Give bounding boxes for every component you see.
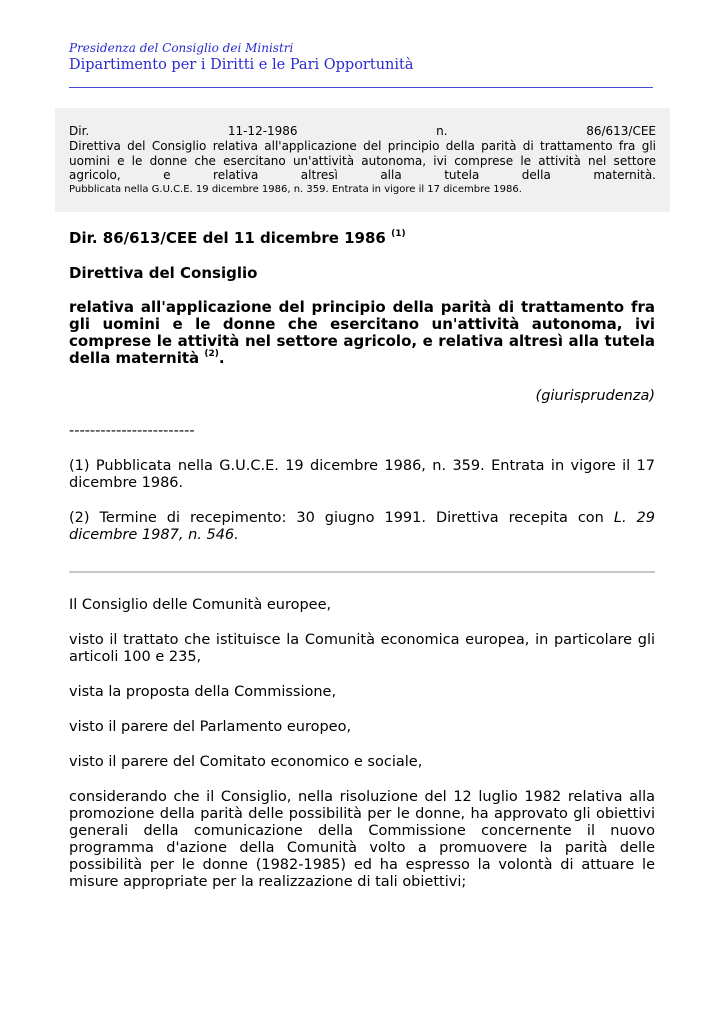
document-heading-text: relativa all'applicazione del principio della parità di trattamento fra gli uomini e le donne che esercitano un'attività autonoma, ivi comprese le attività nel settore agricolo, e relativa altresì alla tutela della maternità xyxy=(69,298,655,367)
body-paragraph-2: visto il trattato che istituisce la Comunità economica europea, in particolare gli articoli 100 e 235, xyxy=(69,632,655,665)
footnote-2 xyxy=(69,510,655,544)
footnote-2-text: (2) Termine di recepimento: 30 giugno 1991. Direttiva recepita con xyxy=(69,510,614,526)
summary-dir-label: Dir. xyxy=(69,124,90,138)
document-subtitle: Direttiva del Consiglio xyxy=(69,264,258,282)
body-paragraph-4: visto il parere del Parlamento europeo, xyxy=(69,719,352,735)
footnote-separator: ------------------------ xyxy=(69,423,195,439)
body-paragraph-5: visto il parere del Comitato economico e sociale, xyxy=(69,754,423,770)
header-rule xyxy=(69,87,653,88)
law-reference-link[interactable]: L. 29 dicembre 1987, n. 546. xyxy=(69,510,656,543)
document-heading xyxy=(69,299,655,367)
summary-box xyxy=(55,108,670,212)
footnote-1: (1) Pubblicata nella G.U.C.E. 19 dicembre 1986, n. 359. Entrata in vigore il 17 dicembre 1986. xyxy=(69,458,655,491)
heading-end-period: . xyxy=(218,349,225,367)
title-footnote-ref[interactable]: (1) xyxy=(391,229,406,239)
body-paragraph-3: vista la proposta della Commissione, xyxy=(69,684,337,700)
document-title xyxy=(69,230,655,247)
summary-n-label: n. xyxy=(436,124,448,138)
body-paragraph-6: considerando che il Consiglio, nella risoluzione del 12 luglio 1982 relativa alla promozione della parità delle possibilità per le donne, ha approvato gli obiettivi generali della comunicazione della Commissione concernente il nuovo programma d'azione della Comunità volto a promuovere la parità delle possibilità per le donne (1982-1985) ed ha espresso la volontà di attuare le misure appropriate per la realizzazione di tali obiettivi; xyxy=(69,789,655,890)
summary-description: Direttiva del Consiglio relativa all'applicazione del principio della parità di trattamento fra gli uomini e le donne che esercitano un'attività autonoma, ivi comprese le attività nel settore agricolo, e relativa altresì alla tutela della maternità. xyxy=(69,138,656,183)
summary-id-row xyxy=(69,124,656,139)
summary-number: 86/613/CEE xyxy=(586,124,656,138)
header-department: Dipartimento per i Diritti e le Pari Opportunità xyxy=(69,57,414,73)
page-header xyxy=(69,41,654,74)
summary-date: 11-12-1986 xyxy=(227,124,298,138)
summary-publication: Pubblicata nella G.U.C.E. 19 dicembre 1986, n. 359. Entrata in vigore il 17 dicembre 1986. xyxy=(69,184,522,196)
jurisprudence-link[interactable]: (giurisprudenza) xyxy=(535,388,655,404)
document-title-text: Dir. 86/613/CEE del 11 dicembre 1986 xyxy=(69,229,386,247)
header-org: Presidenza del Consiglio dei Ministri xyxy=(69,41,294,55)
section-divider xyxy=(69,571,655,573)
heading-footnote-ref[interactable]: (2) xyxy=(204,349,219,359)
body-paragraph-1: Il Consiglio delle Comunità europee, xyxy=(69,597,332,613)
